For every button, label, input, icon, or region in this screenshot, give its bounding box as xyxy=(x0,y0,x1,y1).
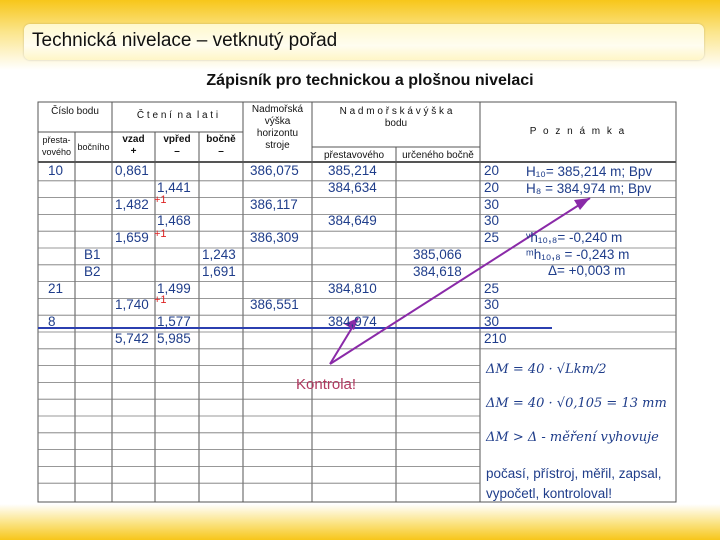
cell-hp: 384,810 xyxy=(328,280,377,296)
formula-check: ΔM > Δ - měření vyhovuje xyxy=(486,430,659,445)
cell-vzad: 1,482 xyxy=(115,196,149,212)
cell-hp: 384,974 xyxy=(328,314,377,330)
cell-boc: B1 xyxy=(84,247,101,262)
cell-hp: 384,634 xyxy=(328,179,377,195)
slide-title: Technická nivelace – vetknutý pořad xyxy=(32,30,338,51)
cell-pre: 10 xyxy=(48,163,64,178)
bottom-banner xyxy=(0,504,720,540)
header-poznamka: P o z n á m k a xyxy=(529,126,627,137)
header-horizont: Nadmořská výška horizontu stroje xyxy=(251,104,304,151)
correction-mark: +1 xyxy=(154,294,167,306)
header-bocne: bočně – xyxy=(206,134,236,157)
cell-vzad: 5,742 xyxy=(115,331,149,346)
cell-dist: 25 xyxy=(484,280,500,296)
cell-bocne: 1,691 xyxy=(202,263,236,279)
cell-hor: 386,117 xyxy=(250,196,298,212)
correction-mark: +1 xyxy=(154,194,167,206)
note-mh: ᵐh₁₀,₈ = -0,243 m xyxy=(526,247,630,262)
cell-vpred: 1,441 xyxy=(157,179,191,195)
cell-boc: B2 xyxy=(84,263,101,279)
header-urceneho: určeného bočně xyxy=(402,150,474,161)
cell-vpred: 1,577 xyxy=(157,314,191,330)
header-vpred: vpřed – xyxy=(163,134,191,157)
cell-hor: 386,075 xyxy=(250,163,299,178)
cell-hp: 385,214 xyxy=(328,163,377,178)
cell-dist: 20 xyxy=(484,163,500,178)
header-nadmorska-vyska: N a d m o ř s k á v ý š k a bodu xyxy=(339,106,453,129)
cell-dist: 210 xyxy=(484,331,507,346)
cell-bocne: 1,243 xyxy=(202,247,236,262)
formula-limit: ΔM = 40 · √Lkm/2 xyxy=(486,362,607,377)
sheet-title: Zápisník pro technickou a plošnou nivelaci xyxy=(206,72,534,89)
cell-dist: 30 xyxy=(484,213,500,229)
note-delta: Δ= +0,003 m xyxy=(548,263,626,278)
cell-dist: 25 xyxy=(484,230,500,246)
cell-hor: 386,551 xyxy=(250,297,299,313)
cell-vzad: 1,659 xyxy=(115,230,149,246)
cell-dist: 30 xyxy=(484,196,500,212)
correction-mark: +1 xyxy=(154,228,167,240)
header-prestavoveho: přesta- vového xyxy=(41,135,72,157)
header-bocneho: bočního xyxy=(77,142,110,152)
header-cislo-bodu: Číslo bodu xyxy=(51,106,99,117)
note-checklist-1: počasí, přístroj, měřil, zapsal, xyxy=(486,466,662,481)
cell-pre: 8 xyxy=(48,314,56,330)
cell-vpred: 5,985 xyxy=(157,331,191,346)
cell-vzad: 0,861 xyxy=(115,163,149,178)
header-prestavoveho-bodu: přestavového xyxy=(323,150,385,161)
note-h8: H₈ = 384,974 m; Bpv xyxy=(526,181,652,196)
note-checklist-2: vypočetl, kontroloval! xyxy=(486,486,613,501)
cell-vpred: 1,468 xyxy=(157,213,191,229)
cell-hor: 386,309 xyxy=(250,230,299,246)
cell-hu: 385,066 xyxy=(413,247,462,262)
cell-pre: 21 xyxy=(48,280,64,296)
cell-hp: 384,649 xyxy=(328,213,377,229)
cell-vpred: 1,499 xyxy=(157,280,191,296)
cell-dist: 30 xyxy=(484,297,500,313)
cell-vzad: 1,740 xyxy=(115,297,149,313)
cell-hu: 384,618 xyxy=(413,263,462,279)
formula-limit-value: ΔM = 40 · √0,105 = 13 mm xyxy=(486,396,667,411)
note-h10: H₁₀= 385,214 m; Bpv xyxy=(526,164,653,179)
note-vh: ᵛh₁₀,₈= -0,240 m xyxy=(526,230,623,245)
arrow-head xyxy=(574,198,590,210)
cell-dist: 30 xyxy=(484,314,500,330)
kontrola-label: Kontrola! xyxy=(296,376,357,393)
header-cteni: Č t e n í n a l a t i xyxy=(136,110,219,121)
header-vzad: vzad + xyxy=(122,134,145,157)
cell-dist: 20 xyxy=(484,179,500,195)
